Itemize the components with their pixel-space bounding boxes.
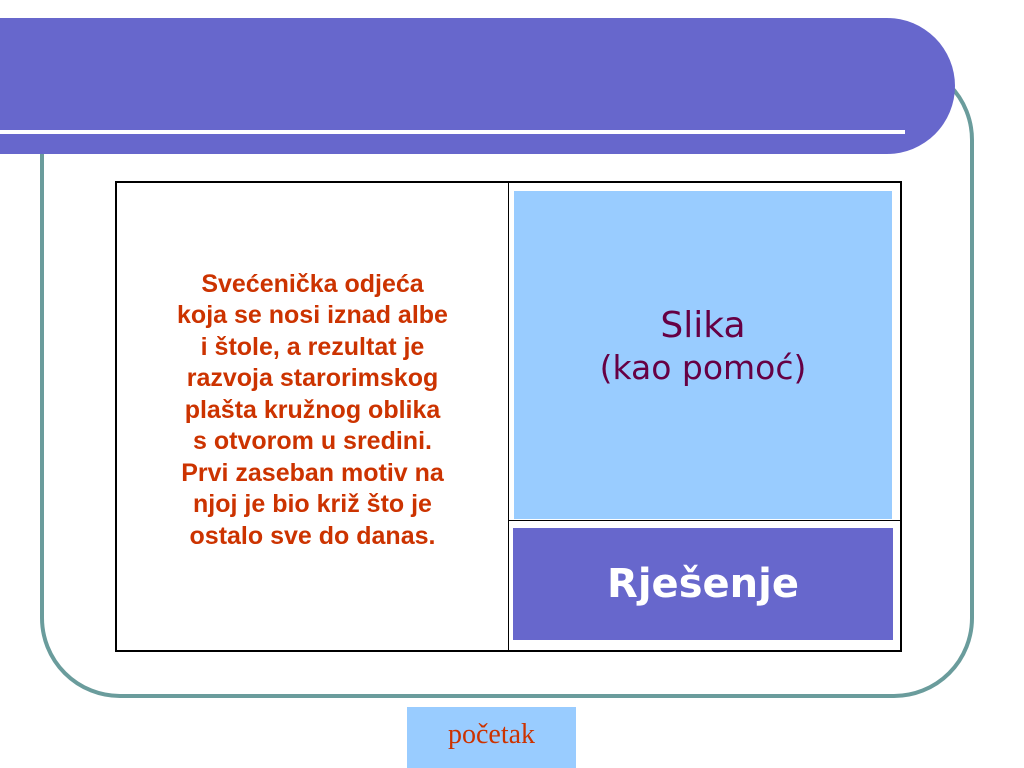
banner-underline bbox=[0, 130, 905, 134]
question-line: njoj je bio križ što je bbox=[193, 490, 432, 519]
image-placeholder bbox=[513, 190, 893, 520]
table-divider-horizontal bbox=[509, 520, 902, 521]
table-divider-vertical bbox=[508, 183, 509, 650]
question-text bbox=[177, 269, 448, 553]
start-button-label: početak bbox=[447, 718, 536, 750]
question-line: Svećenička odjeća bbox=[201, 269, 424, 298]
image-placeholder-title: Slika bbox=[660, 305, 746, 346]
answer-button-label: Rješenje bbox=[607, 561, 799, 607]
question-cell bbox=[117, 183, 508, 650]
question-line: plašta kružnog oblika bbox=[184, 395, 441, 424]
start-button[interactable] bbox=[407, 707, 576, 768]
question-line: ostalo sve do danas. bbox=[189, 521, 436, 550]
quiz-table bbox=[115, 181, 902, 652]
question-line: i štole, a rezultat je bbox=[200, 332, 425, 361]
question-line: Prvi zaseban motiv na bbox=[181, 458, 444, 487]
question-line: koja se nosi iznad albe bbox=[177, 301, 448, 330]
question-line: razvoja starorimskog bbox=[186, 364, 439, 393]
answer-button[interactable] bbox=[513, 528, 893, 640]
image-placeholder-subtitle: (kao pomoć) bbox=[599, 348, 807, 387]
question-line: s otvorom u sredini. bbox=[193, 427, 432, 456]
